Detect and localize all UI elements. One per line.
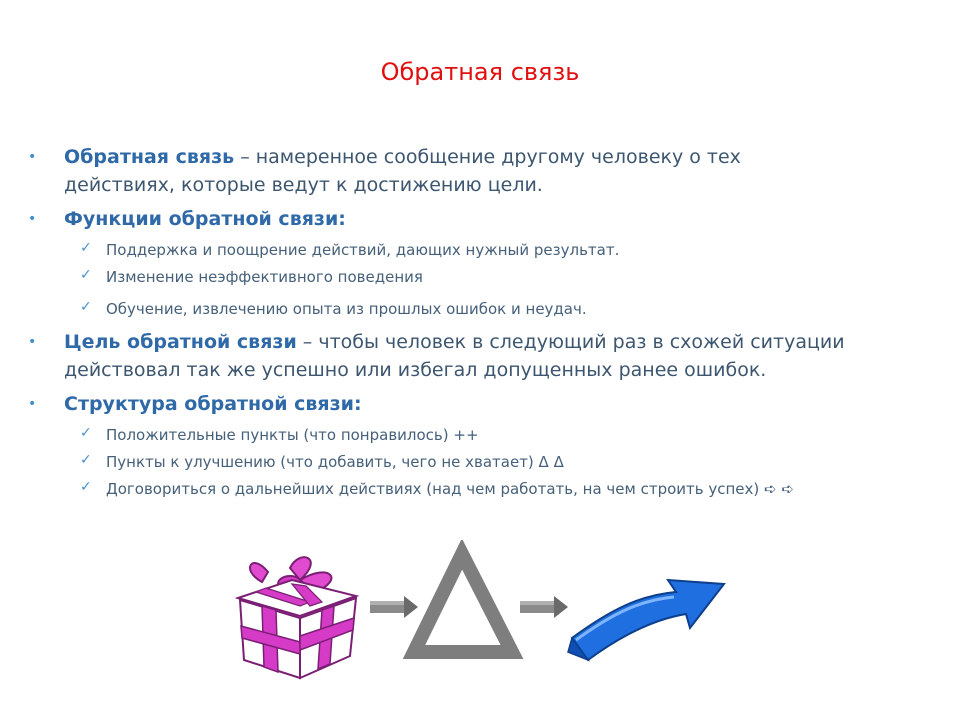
bullet-functions xyxy=(28,205,848,233)
structure-item xyxy=(28,478,848,500)
bullet-goal xyxy=(28,328,848,384)
bullet-term: Обратная связь xyxy=(64,146,235,168)
structure-item-text: Положительные пункты (что понравилось) ++ xyxy=(106,426,479,444)
bullet-dot-icon: • xyxy=(28,149,37,165)
bullet-dot-icon: • xyxy=(28,211,37,227)
arrow-right-icon xyxy=(370,596,418,618)
bullet-dot-icon: • xyxy=(28,396,37,412)
function-item-text: Изменение неэффективного поведения xyxy=(106,268,423,286)
delta-triangle-icon xyxy=(414,554,512,652)
function-item-text: Обучение, извлечению опыта из прошлых ошибок и неудач. xyxy=(106,300,587,318)
illustration-row xyxy=(0,540,960,720)
checkmark-icon: ✓ xyxy=(80,299,92,315)
bullet-text: – намеренное сообщение другому человеку о тех действиях, которые ведут к достижению цели. xyxy=(64,146,741,196)
slide-content xyxy=(28,143,848,505)
function-item xyxy=(28,298,848,320)
structure-item xyxy=(28,424,848,446)
structure-item xyxy=(28,451,848,473)
checkmark-icon: ✓ xyxy=(80,425,92,441)
page-title: Обратная связь xyxy=(380,58,580,86)
checkmark-icon: ✓ xyxy=(80,240,92,256)
bullet-structure xyxy=(28,390,848,418)
gift-box-icon xyxy=(238,557,356,678)
blue-curved-arrow-icon xyxy=(568,580,724,660)
function-item xyxy=(28,239,848,261)
structure-item-text: Договориться о дальнейших действиях (над чем работать, на чем строить успех) ➪ ➪ xyxy=(106,480,794,498)
checkmark-icon: ✓ xyxy=(80,452,92,468)
function-item xyxy=(28,266,848,288)
arrow-right-icon xyxy=(520,596,568,618)
checkmark-icon: ✓ xyxy=(80,267,92,283)
illustration-svg xyxy=(0,540,960,720)
bullet-dot-icon: • xyxy=(28,334,37,350)
function-item-text: Поддержка и поощрение действий, дающих нужный результат. xyxy=(106,241,620,259)
bullet-term: Структура обратной связи: xyxy=(64,393,362,415)
bullet-term: Функции обратной связи: xyxy=(64,208,346,230)
bullet-term: Цель обратной связи xyxy=(64,331,297,353)
checkmark-icon: ✓ xyxy=(80,479,92,495)
structure-item-text: Пункты к улучшению (что добавить, чего не хватает) Δ Δ xyxy=(106,453,564,471)
bullet-definition xyxy=(28,143,848,199)
bullet-text: – чтобы человек в следующий раз в схожей ситуации действовал так же успешно или избегал допущенных ранее ошибок. xyxy=(64,331,845,381)
